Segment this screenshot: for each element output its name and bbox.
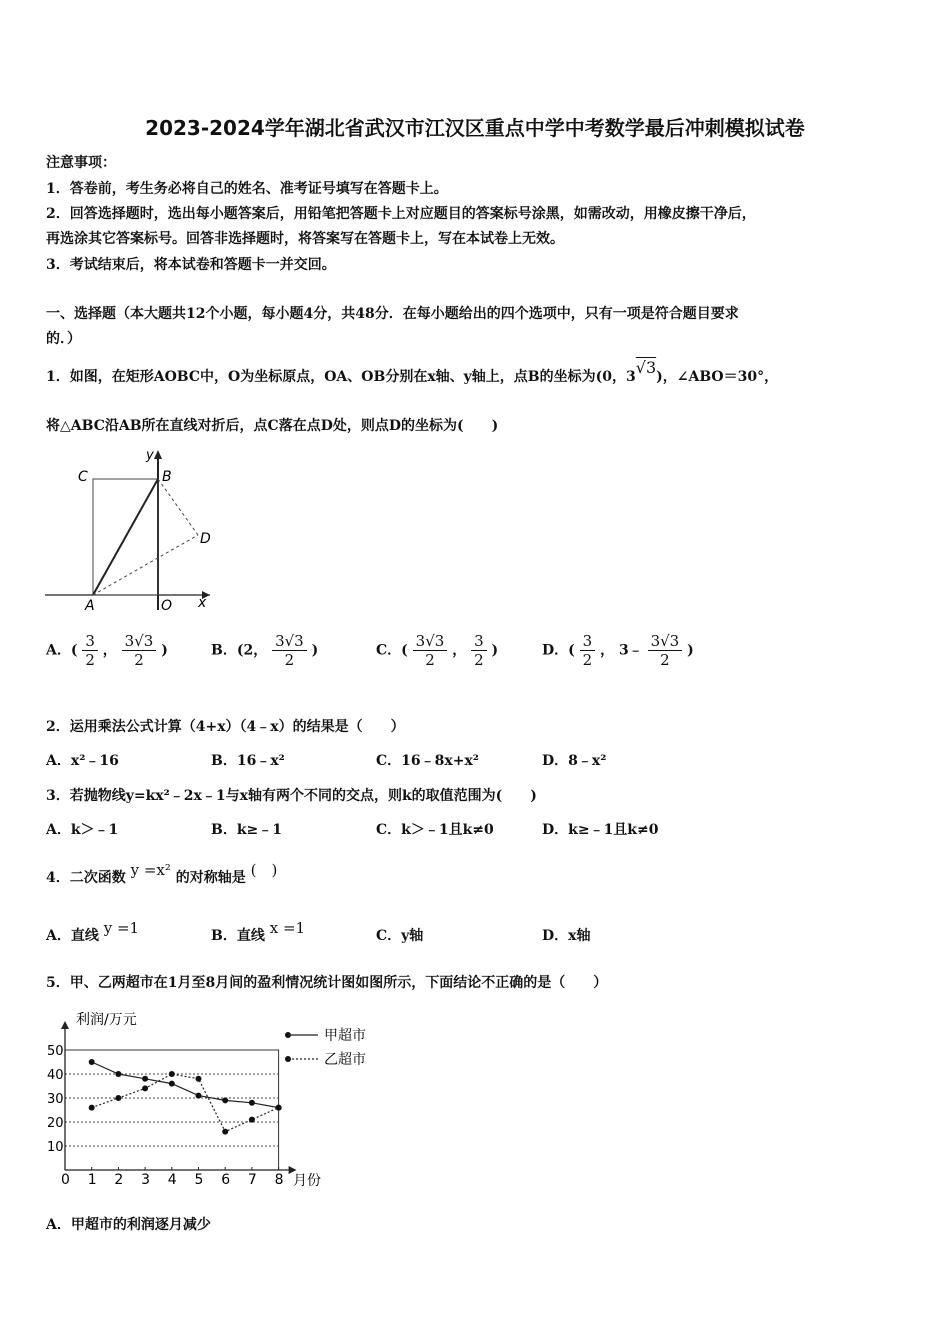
q4-a-math: y =1 <box>103 919 140 937</box>
y-tick-label: 20 <box>47 1116 64 1131</box>
fraction <box>471 632 487 669</box>
q4-option-d[interactable]: D．x轴 <box>542 928 591 944</box>
close-paren: ) <box>311 642 319 659</box>
numerator: 3√3 <box>272 632 307 651</box>
data-point <box>169 1071 175 1077</box>
q2-option-c[interactable]: C．16﹣8x+x² <box>376 753 479 769</box>
x-axis-label: 月份 <box>293 1173 321 1189</box>
section-heading-cont: 的．） <box>46 331 81 347</box>
q4-b-label: B．直线 <box>211 928 265 944</box>
q2-option-a[interactable]: A．x²﹣16 <box>46 753 119 769</box>
q4-option-a[interactable] <box>46 919 140 945</box>
denominator: 2 <box>474 651 484 669</box>
segment-bd <box>158 479 198 535</box>
q4-stem-b: 的对称轴是 <box>175 870 246 886</box>
x-tick-label: 2 <box>114 1172 124 1188</box>
profit-line-chart <box>40 1005 400 1200</box>
data-point <box>196 1076 202 1082</box>
close-paren: ) <box>161 642 168 659</box>
q1-text-a: 1．如图，在矩形AOBC中，O为坐标原点，OA、OB分别在x轴、y轴上，点B的坐标为(0，3 <box>46 369 636 385</box>
question-4-stem <box>46 861 278 887</box>
label-o: O <box>161 598 173 614</box>
q2-option-d[interactable]: D．8﹣x² <box>542 753 607 769</box>
q1-a-label: A．( <box>46 642 78 659</box>
x-tick-label: 3 <box>141 1172 151 1188</box>
label-d: D <box>200 531 211 547</box>
page-title: 2023-2024学年湖北省武汉市江汉区重点中学中考数学最后冲刺模拟试卷 <box>145 116 805 140</box>
q4-paren: ( ) <box>250 861 278 879</box>
q1-option-d[interactable] <box>542 632 694 669</box>
x-tick-label: 4 <box>167 1172 177 1188</box>
data-point <box>249 1117 255 1123</box>
y-tick-label: 40 <box>47 1068 64 1083</box>
question-2-stem: 2．运用乘法公式计算（4+x）（4﹣x）的结果是（ ） <box>46 719 405 735</box>
legend-label: 甲超市 <box>324 1028 366 1044</box>
q4-option-c[interactable]: C．y轴 <box>376 928 424 944</box>
q1-c-label: C．( <box>376 642 408 659</box>
denominator: 2 <box>660 651 670 669</box>
y-axis-arrow <box>61 1021 69 1029</box>
section-heading: 一、选择题（本大题共12个小题，每小题4分，共48分．在每小题给出的四个选项中，只有一项是符合题目要求 <box>46 306 739 322</box>
denominator: 2 <box>85 651 95 669</box>
q1-option-c[interactable] <box>376 632 498 669</box>
numerator: 3 <box>471 632 487 651</box>
data-point <box>142 1076 148 1082</box>
q1-figure <box>40 445 225 620</box>
close-paren: ) <box>491 642 499 659</box>
question-1-stem-line2: 将△ABC沿AB所在直线对折后，点C落在点D处，则点D的坐标为( ) <box>46 418 499 434</box>
fraction <box>580 632 596 669</box>
y-tick-label: 50 <box>47 1044 64 1059</box>
x-tick-label: 5 <box>194 1172 204 1188</box>
data-point <box>276 1105 282 1111</box>
denominator: 2 <box>134 651 144 669</box>
denominator: 2 <box>582 651 593 669</box>
numerator: 3 <box>82 632 98 651</box>
q3-option-c[interactable]: C．k＞﹣1且k≠0 <box>376 822 494 838</box>
numerator: 3√3 <box>648 632 683 651</box>
comma: ， <box>102 642 117 659</box>
notice-item: 再选涂其它答案标号。回答非选择题时，将答案写在答题卡上，写在本试卷上无效。 <box>46 231 564 247</box>
y-axis-label: 利润/万元 <box>76 1012 137 1028</box>
label-b: B <box>162 469 172 485</box>
q3-option-a[interactable]: A．k＞﹣1 <box>46 822 119 838</box>
q2-option-b[interactable]: B．16﹣x² <box>211 753 285 769</box>
fraction <box>648 632 683 669</box>
data-point <box>142 1085 148 1091</box>
comma: ， <box>452 642 467 659</box>
data-point <box>115 1095 121 1101</box>
denominator: 2 <box>284 651 295 669</box>
fraction <box>82 632 98 669</box>
data-point <box>169 1081 175 1087</box>
numerator: 3√3 <box>413 632 448 651</box>
comma: ， <box>600 642 615 659</box>
y-tick-label: 30 <box>47 1092 64 1107</box>
legend-label: 乙超市 <box>324 1052 366 1068</box>
q1-d-label: D．( <box>542 642 575 659</box>
notice-item: 1．答卷前，考生务必将自己的姓名、准考证号填写在答题卡上。 <box>46 181 448 197</box>
label-y: y <box>146 448 154 463</box>
data-point <box>222 1129 228 1135</box>
q3-option-b[interactable]: B．k≥﹣1 <box>211 822 283 838</box>
numerator: 3√3 <box>122 632 157 651</box>
q1-option-b[interactable] <box>211 632 318 669</box>
fraction <box>272 632 307 669</box>
label-x: x <box>198 595 207 611</box>
data-point <box>115 1071 121 1077</box>
data-point <box>249 1100 255 1106</box>
q1-option-a[interactable] <box>46 632 168 669</box>
q4-option-b[interactable] <box>211 919 306 945</box>
data-point <box>196 1093 202 1099</box>
q4-formula: y =x² <box>130 861 171 879</box>
q1-b-label: B．(2， <box>211 642 268 659</box>
q1-sqrt3: √3 <box>635 358 657 377</box>
notice-item: 3．考试结束后，将本试卷和答题卡一并交回。 <box>46 257 336 273</box>
q4-a-label: A．直线 <box>46 928 99 944</box>
plot-frame <box>65 1050 279 1170</box>
x-tick-label: 8 <box>274 1172 284 1188</box>
question-5-stem: 5．甲、乙两超市在1月至8月间的盈利情况统计图如图所示，下面结论不正确的是（ ） <box>46 975 608 991</box>
data-point <box>222 1097 228 1103</box>
numerator: 3 <box>580 632 596 651</box>
label-c: C <box>78 469 88 485</box>
q3-option-d[interactable]: D．k≥﹣1且k≠0 <box>542 822 659 838</box>
q5-option-a[interactable]: A．甲超市的利润逐月减少 <box>46 1217 211 1233</box>
fraction <box>413 632 448 669</box>
x-tick-label: 1 <box>87 1172 97 1188</box>
x-tick-label: 6 <box>221 1172 231 1188</box>
segment-ab <box>93 479 158 595</box>
close-paren: ) <box>687 642 694 659</box>
data-point <box>89 1059 95 1065</box>
label-a: A <box>85 598 95 614</box>
q4-b-math: x =1 <box>269 919 306 937</box>
y-axis-arrow <box>154 450 162 459</box>
minus-three: 3﹣ <box>618 642 643 659</box>
data-point <box>89 1105 95 1111</box>
question-1-stem <box>46 358 779 386</box>
q4-stem-a: 4．二次函数 <box>46 870 126 886</box>
denominator: 2 <box>425 651 435 669</box>
fraction <box>122 632 157 669</box>
x-tick-label: 0 <box>61 1172 70 1188</box>
notice-heading: 注意事项： <box>46 155 116 171</box>
notice-item: 2．回答选择题时，选出每小题答案后，用铅笔把答题卡上对应题目的答案标号涂黑，如需改动，用橡皮擦干净后， <box>46 206 756 222</box>
question-3-stem: 3．若抛物线y=kx²﹣2x﹣1与x轴有两个不同的交点，则k的取值范围为( ) <box>46 788 537 804</box>
y-tick-label: 10 <box>47 1140 64 1155</box>
q1-text-b: )，∠ABO＝30°， <box>656 369 779 385</box>
x-tick-label: 7 <box>247 1172 257 1188</box>
